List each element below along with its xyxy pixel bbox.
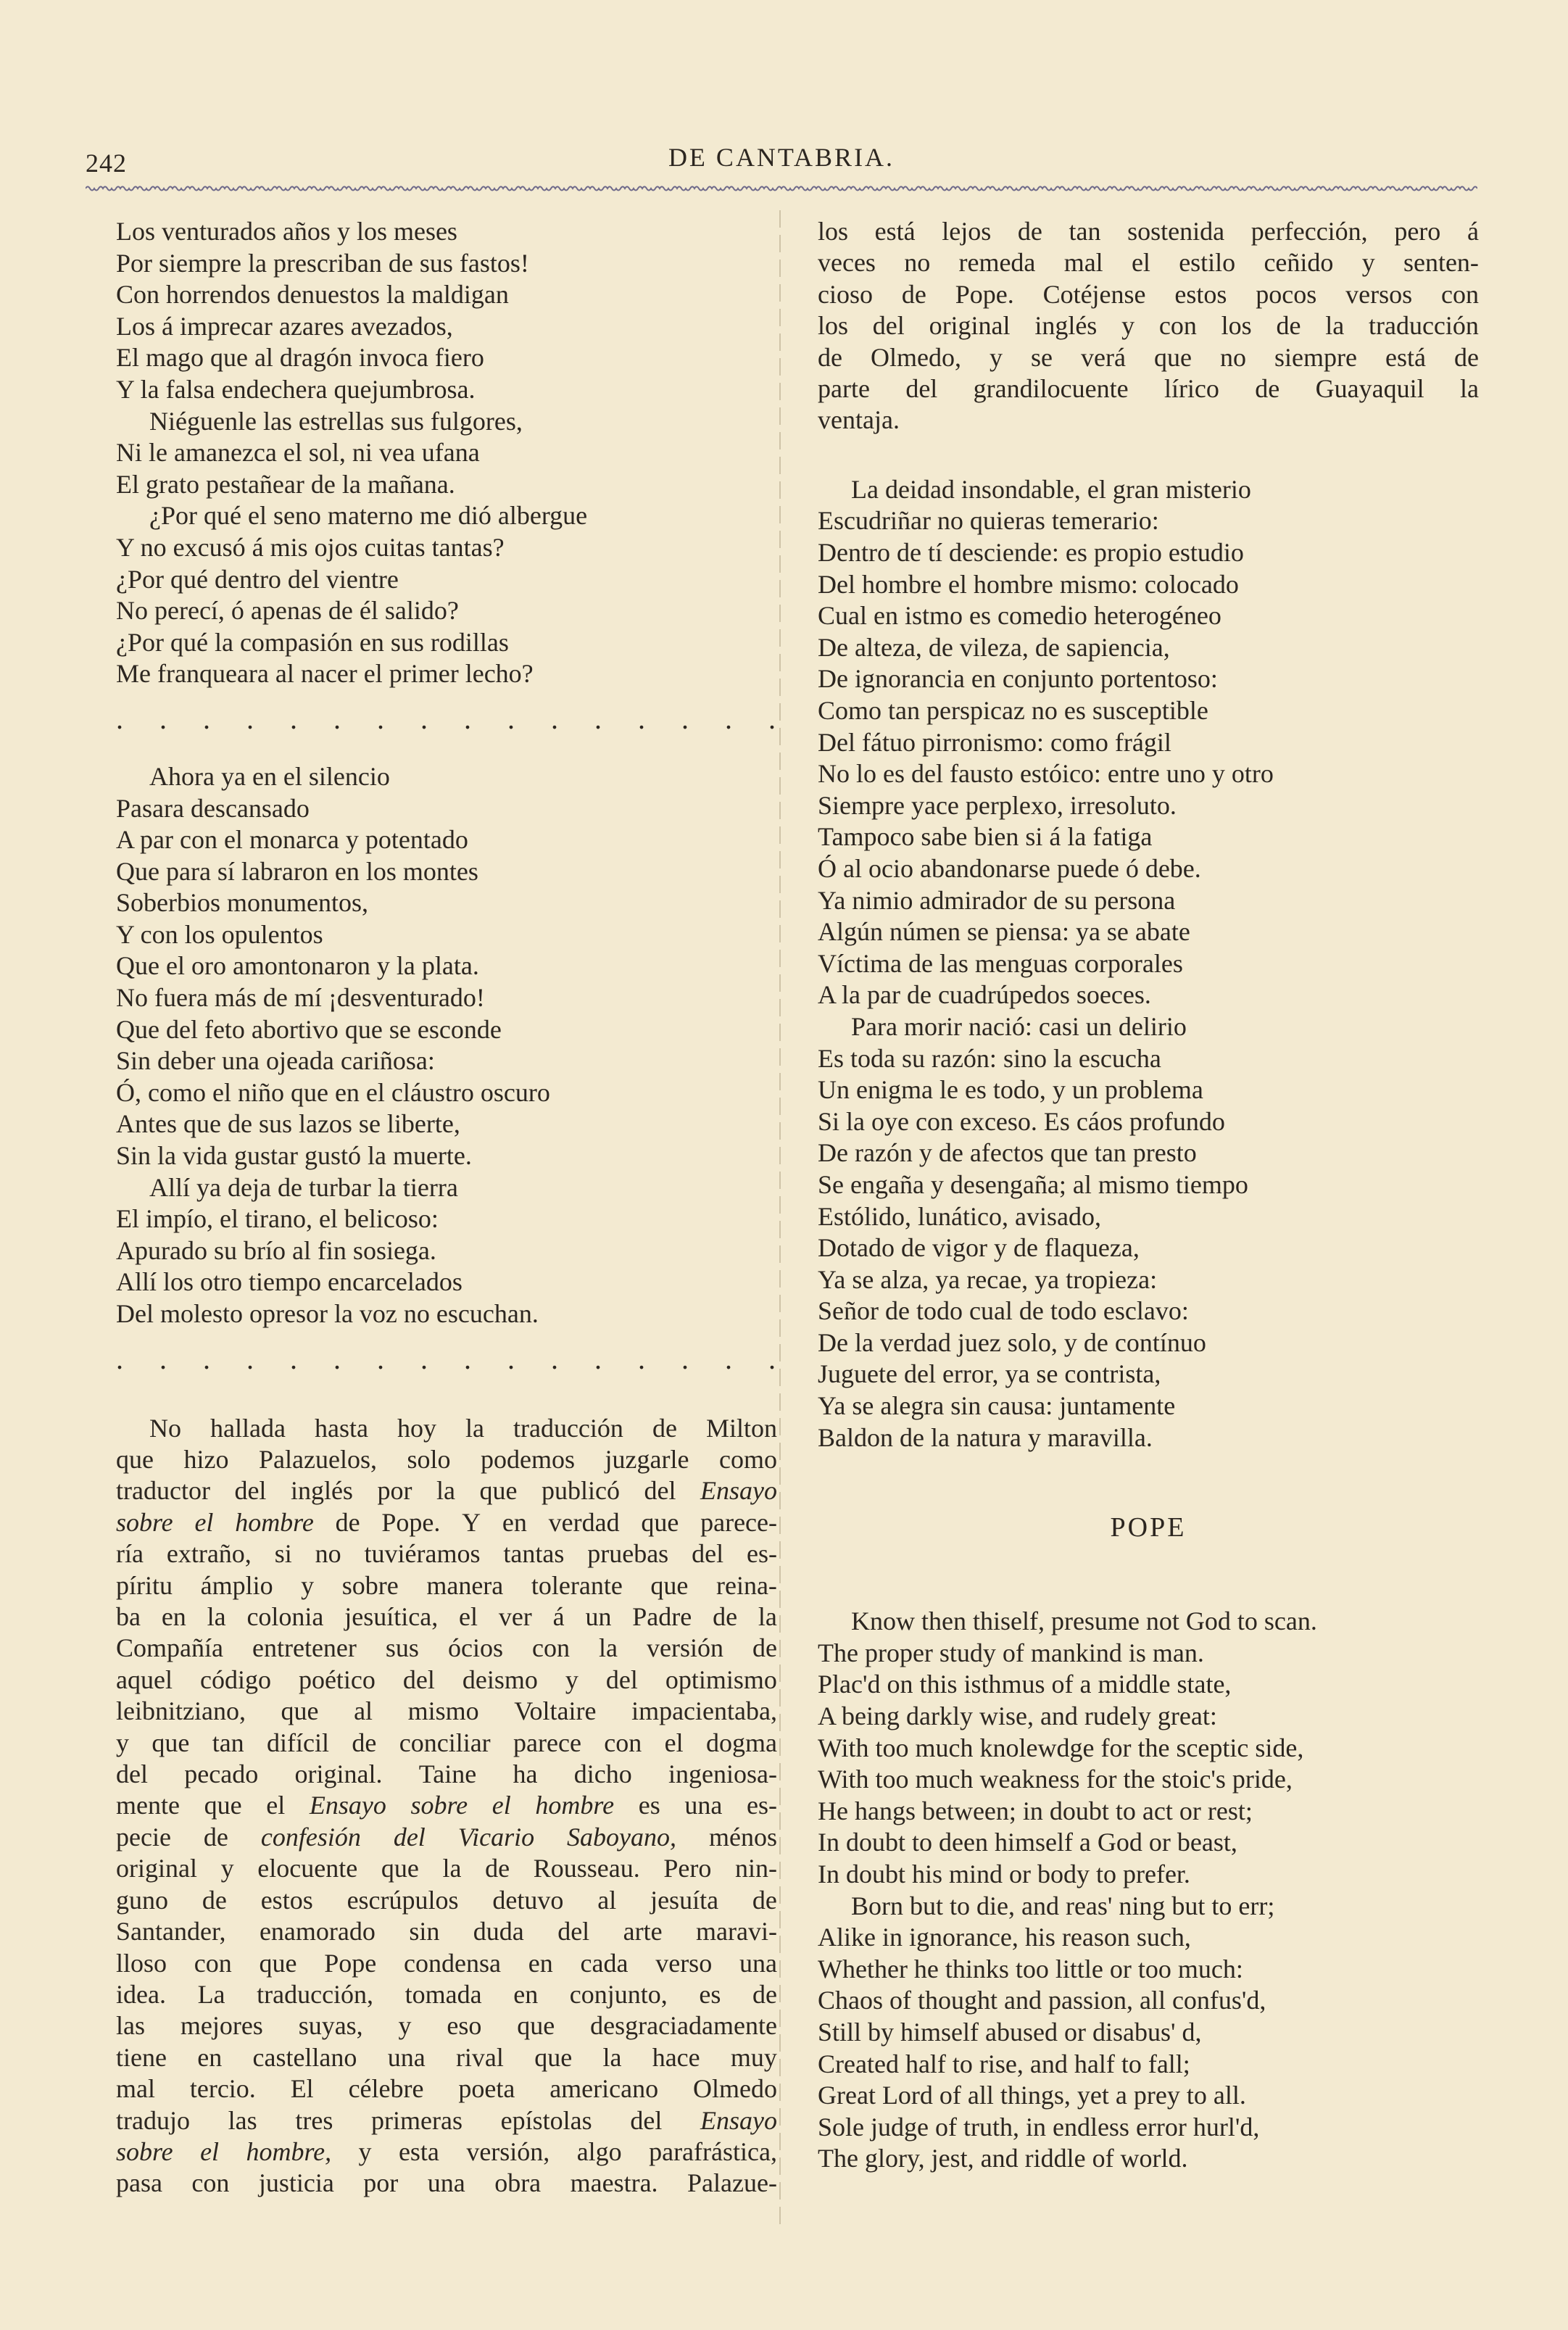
text-line: leibnitziano, que al mismo Voltaire impacientaba, bbox=[116, 1696, 777, 1726]
text-line: los del original inglés y con los de la traducción bbox=[818, 311, 1479, 341]
verse-line: Algún númen se piensa: ya se abate bbox=[818, 917, 1190, 947]
verse-line: La deidad insondable, el gran misterio bbox=[851, 474, 1251, 504]
text-line: tradujo las tres primeras epístolas del Ensayo bbox=[116, 2105, 777, 2135]
verse-line: Me franqueara al nacer el primer lecho? bbox=[116, 659, 534, 689]
text-line: aquel código poético del deismo y del optimismo bbox=[116, 1664, 777, 1694]
verse-line: Como tan perspicaz no es susceptible bbox=[818, 696, 1208, 725]
text-line: de Olmedo, y se verá que no siempre está de bbox=[818, 342, 1479, 372]
verse-line: De ignorancia en conjunto portentoso: bbox=[818, 664, 1218, 694]
pope-original-verse bbox=[818, 1606, 1479, 2175]
text-line: las mejores suyas, y eso que desgraciadamente bbox=[116, 2011, 777, 2041]
text-line: mal tercio. El célebre poeta americano Olmedo bbox=[116, 2074, 777, 2104]
verse-line: ¿Por qué dentro del vientre bbox=[116, 564, 399, 594]
verse-line: Señor de todo cual de todo esclavo: bbox=[818, 1296, 1189, 1326]
text-line: veces no remeda mal el estilo ceñido y senten- bbox=[818, 248, 1479, 278]
verse-line: The glory, jest, and riddle of world. bbox=[818, 2144, 1188, 2173]
verse-line: Que el oro amontonaron y la plata. bbox=[116, 951, 479, 981]
text-line: los está lejos de tan sostenida perfección, pero á bbox=[818, 217, 1479, 246]
text-line: parte del grandilocuente lírico de Guayaquil la bbox=[818, 374, 1479, 404]
verse-line: He hangs between; in doubt to act or rest; bbox=[818, 1796, 1253, 1825]
verse-line: With too much knolewdge for the sceptic side, bbox=[818, 1733, 1304, 1762]
verse-line: Ó al ocio abandonarse puede ó debe. bbox=[818, 853, 1201, 883]
verse-line: Plac'd on this isthmus of a middle state, bbox=[818, 1670, 1232, 1699]
verse-line: Great Lord of all things, yet a prey to all. bbox=[818, 2081, 1246, 2110]
text-line: sobre el hombre, y esta versión, algo parafrástica, bbox=[116, 2136, 777, 2166]
header-wavy-rule bbox=[86, 183, 1477, 194]
text-line: original y elocuente que la de Rousseau. Pero nin- bbox=[116, 1854, 777, 1883]
verse-line: ¿Por qué la compasión en sus rodillas bbox=[116, 627, 509, 657]
verse-line: Antes que de sus lazos se liberte, bbox=[116, 1109, 460, 1139]
text-line: traductor del inglés por la que publicó del Ensayo bbox=[116, 1476, 777, 1506]
text-line: y que tan difícil de conciliar parece con el dogma bbox=[116, 1728, 777, 1757]
ellipsis-separator: . . . . . . . . . . . . . . . . bbox=[116, 702, 790, 735]
verse-line: Still by himself abused or disabus' d, bbox=[818, 2017, 1202, 2047]
verse-line: No lo es del fausto estóico: entre uno y otro bbox=[818, 759, 1274, 789]
verse-line: ¿Por qué el seno materno me dió albergue bbox=[149, 501, 588, 531]
verse-line: De alteza, de vileza, de sapiencia, bbox=[818, 632, 1170, 662]
verse-line: Un enigma le es todo, y un problema bbox=[818, 1075, 1203, 1105]
verse-line: Con horrendos denuestos la maldigan bbox=[116, 280, 509, 310]
text-line: del pecado original. Taine ha dicho ingeniosa- bbox=[116, 1759, 777, 1789]
verse-line: Por siempre la prescriban de sus fastos! bbox=[116, 248, 529, 278]
verse-line: Ahora ya en el silencio bbox=[149, 761, 390, 791]
verse-line: Soberbios monumentos, bbox=[116, 888, 368, 918]
verse-line: Víctima de las menguas corporales bbox=[818, 948, 1183, 978]
verse-line: El grato pestañear de la mañana. bbox=[116, 469, 455, 499]
verse-line: No fuera más de mí ¡desventurado! bbox=[116, 983, 485, 1013]
text-line: que hizo Palazuelos, solo podemos juzgarle como bbox=[116, 1445, 777, 1474]
verse-line: Siempre yace perplexo, irresoluto. bbox=[818, 790, 1177, 820]
verse-line: El mago que al dragón invoca fiero bbox=[116, 343, 484, 373]
verse-line: Para morir nació: casi un delirio bbox=[851, 1011, 1187, 1041]
verse-line: Tampoco sabe bien si á la fatiga bbox=[818, 822, 1153, 852]
ellipsis-separator-2: . . . . . . . . . . . . . . . . bbox=[116, 1342, 790, 1375]
text-line: sobre el hombre de Pope. Y en verdad que parece- bbox=[116, 1507, 777, 1537]
verse-line: Del fátuo pirronismo: como frágil bbox=[818, 727, 1171, 757]
verse-line: Born but to die, and reas' ning but to err; bbox=[851, 1891, 1275, 1920]
verse-line: De razón y de afectos que tan presto bbox=[818, 1138, 1197, 1168]
verse-line: Ya se alegra sin causa: juntamente bbox=[818, 1391, 1176, 1421]
verse-line: A being darkly wise, and rudely great: bbox=[818, 1701, 1217, 1731]
verse-line: Que para sí labraron en los montes bbox=[116, 856, 478, 886]
text-line: pasa con justicia por una obra maestra. Palazue- bbox=[116, 2168, 777, 2198]
verse-line: Juguete del error, ya se contrista, bbox=[818, 1359, 1161, 1389]
text-line: cioso de Pope. Cotéjense estos pocos versos con bbox=[818, 279, 1479, 309]
verse-line: A par con el monarca y potentado bbox=[116, 825, 468, 855]
text-line: Santander, enamorado sin duda del arte maravi- bbox=[116, 1917, 777, 1946]
text-line: No hallada hasta hoy la traducción de Milton bbox=[149, 1413, 777, 1443]
verse-line: Dentro de tí desciende: es propio estudio bbox=[818, 538, 1244, 568]
verse-line: Los venturados años y los meses bbox=[116, 217, 457, 246]
verse-line: Pasara descansado bbox=[116, 793, 310, 823]
palazuelos-translation-verse bbox=[818, 474, 1479, 1454]
text-line: ba en la colonia jesuítica, el ver á un Padre de la bbox=[116, 1602, 777, 1632]
verse-line: With too much weakness for the stoic's pride, bbox=[818, 1765, 1293, 1794]
verse-line: Dotado de vigor y de flaqueza, bbox=[818, 1233, 1140, 1263]
verse-line: Se engaña y desengaña; al mismo tiempo bbox=[818, 1169, 1248, 1199]
verse-line: A la par de cuadrúpedos soeces. bbox=[818, 980, 1151, 1010]
commentary-continuation bbox=[818, 216, 1479, 436]
verse-line: Del molesto opresor la voz no escuchan. bbox=[116, 1299, 539, 1328]
text-line: tiene en castellano una rival que la hace muy bbox=[116, 2042, 777, 2072]
verse-line: De la verdad juez solo, y de contínuo bbox=[818, 1327, 1206, 1357]
verse-line: Los á imprecar azares avezados, bbox=[116, 311, 453, 341]
verse-line: The proper study of mankind is man. bbox=[818, 1638, 1204, 1667]
verse-line: Chaos of thought and passion, all confus'd, bbox=[818, 1986, 1266, 2015]
verse-line: Ó, como el niño que en el cláustro oscuro bbox=[116, 1077, 550, 1107]
verse-line: Ni le amanezca el sol, ni vea ufana bbox=[116, 438, 480, 468]
verse-line: Apurado su brío al fin sosiega. bbox=[116, 1235, 436, 1265]
verse-line: In doubt to deen himself a God or beast, bbox=[818, 1828, 1237, 1857]
verse-line: Y la falsa endechera quejumbrosa. bbox=[116, 374, 476, 404]
page-header bbox=[86, 142, 1477, 186]
verse-line: Allí los otro tiempo encarcelados bbox=[116, 1267, 462, 1297]
verse-line: Baldon de la natura y maravilla. bbox=[818, 1422, 1153, 1452]
verse-line: Del hombre el hombre mismo: colocado bbox=[818, 569, 1239, 599]
verse-line: Y no excusó á mis ojos cuitas tantas? bbox=[116, 532, 505, 562]
verse-line: Si la oye con exceso. Es cáos profundo bbox=[818, 1106, 1225, 1136]
text-line: ría extraño, si no tuviéramos tantas pruebas del es- bbox=[116, 1539, 777, 1569]
text-line: pecie de confesión del Vicario Saboyano, ménos bbox=[116, 1822, 777, 1852]
verse-line: Ya nimio admirador de su persona bbox=[818, 885, 1176, 915]
verse-line: Sin la vida gustar gustó la muerte. bbox=[116, 1141, 472, 1171]
pope-heading: POPE bbox=[1110, 1512, 1187, 1543]
verse-line: Sole judge of truth, in endless error hurl'd, bbox=[818, 2112, 1260, 2142]
verse-line: El impío, el tirano, el belicoso: bbox=[116, 1204, 439, 1234]
text-line: píritu ámplio y sobre manera tolerante que reina- bbox=[116, 1570, 777, 1600]
verse-line: Allí ya deja de turbar la tierra bbox=[149, 1172, 458, 1202]
verse-line: Created half to rise, and half to fall; bbox=[818, 2049, 1190, 2078]
verse-line: Ya se alza, ya recae, ya tropieza: bbox=[818, 1264, 1158, 1294]
verse-line: Niéguenle las estrellas sus fulgores, bbox=[149, 406, 523, 436]
poem-stanza-silence bbox=[116, 761, 777, 1330]
text-line: idea. La traducción, tomada en conjunto, es de bbox=[116, 1979, 777, 2009]
verse-line: Que del feto abortivo que se esconde bbox=[116, 1014, 502, 1044]
text-line: mente que el Ensayo sobre el hombre es una es- bbox=[116, 1791, 777, 1820]
verse-line: Escudriñar no quieras temerario: bbox=[818, 506, 1159, 536]
right-column bbox=[818, 216, 1479, 2175]
verse-line: Estólido, lunático, avisado, bbox=[818, 1201, 1101, 1231]
column-divider bbox=[777, 210, 783, 2226]
left-column bbox=[116, 216, 790, 2200]
commentary-paragraph bbox=[116, 1413, 777, 2200]
text-line: guno de estos escrúpulos detuvo al jesuíta de bbox=[116, 1885, 777, 1915]
running-title: DE CANTABRIA. bbox=[668, 143, 895, 172]
verse-line: Whether he thinks too little or too much: bbox=[818, 1954, 1243, 1983]
text-line: lloso con que Pope condensa en cada verso una bbox=[116, 1948, 777, 1978]
verse-line: Es toda su razón: sino la escucha bbox=[818, 1043, 1161, 1073]
verse-line: In doubt his mind or body to prefer. bbox=[818, 1860, 1190, 1889]
page-number: 242 bbox=[86, 149, 127, 178]
verse-line: Alike in ignorance, his reason such, bbox=[818, 1923, 1191, 1952]
poem-stanza-job-lament bbox=[116, 216, 777, 690]
text-line: ventaja. bbox=[818, 405, 900, 435]
verse-line: Know then thiself, presume not God to scan. bbox=[851, 1606, 1317, 1636]
verse-line: Cual en istmo es comedio heterogéneo bbox=[818, 601, 1221, 631]
verse-line: Sin deber una ojeada cariñosa: bbox=[116, 1046, 435, 1076]
verse-line: Y con los opulentos bbox=[116, 919, 323, 949]
text-line: Compañía entretener sus ócios con la versión de bbox=[116, 1633, 777, 1663]
verse-line: No perecí, ó apenas de él salido? bbox=[116, 596, 459, 626]
